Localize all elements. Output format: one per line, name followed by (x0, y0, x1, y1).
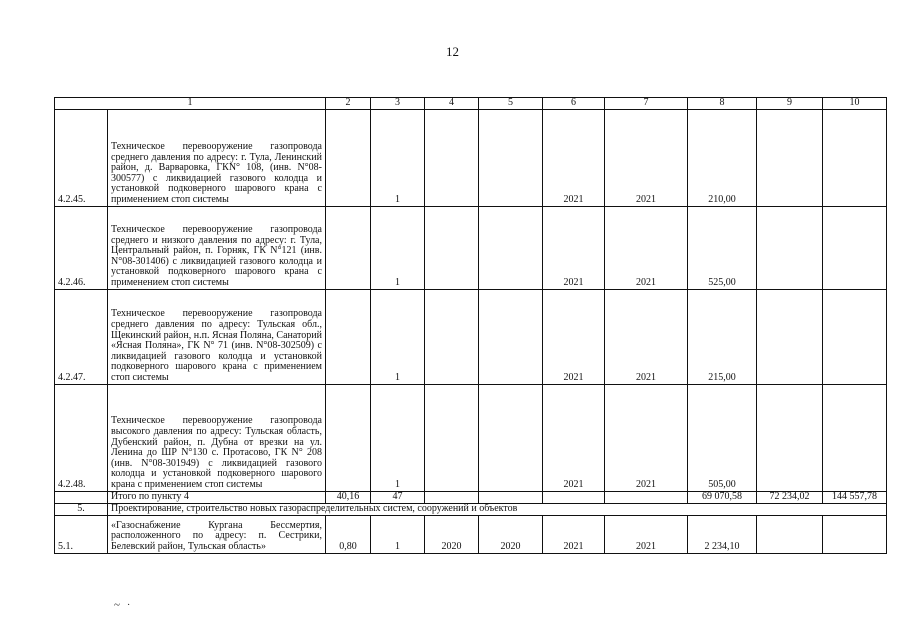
column-header-5: 5 (479, 98, 543, 110)
cell-col-8: 505,00 (688, 384, 757, 491)
table-row (55, 109, 887, 206)
column-header-6: 6 (543, 98, 605, 110)
column-header-8: 8 (688, 98, 757, 110)
item-description: Техническое перевооружение газопровода среднего и низкого давления по адресу: г. Тула, Центральный район, п. Горняк, ГК N°121 (инв. N°08-301406) с ликвидацией газового колодца и установкой подковерного шарового крана с применением стоп системы (108, 206, 326, 289)
cell-col-10 (823, 206, 887, 289)
total-col-2: 40,16 (326, 491, 371, 503)
section-title: Проектирование, строительство новых газораспределительных систем, сооружений и объектов (108, 503, 887, 515)
cell-col-10 (823, 515, 887, 553)
column-header-3: 3 (371, 98, 425, 110)
total-col-9: 72 234,02 (757, 491, 823, 503)
item-number: 4.2.46. (55, 206, 108, 289)
item-description: Техническое перевооружение газопровода среднего давления по адресу: г. Тула, Ленинский район, д. Варваровка, ГКN° 108, (инв. N°08-300577) с ликвидацией газового колодца и установкой подковерного шарового крана с применением стоп системы (108, 109, 326, 206)
cell-col-7: 2021 (605, 289, 688, 384)
table-row (55, 289, 887, 384)
column-number-row (55, 98, 887, 110)
item-description: Техническое перевооружение газопровода высокого давления по адресу: Тульская область, Дубенский район, п. Дубна от врезки на ул. Ленина до ШР N°130 с. Протасово, ГК N° 208 (инв. N°08-301949) с ликвидацией газового колодца и установкой подковерного шарового крана с применением стоп системы (108, 384, 326, 491)
cell-col-4 (425, 289, 479, 384)
column-header-1: 1 (55, 98, 326, 110)
cell-col-6: 2021 (543, 109, 605, 206)
total-col-6 (543, 491, 605, 503)
item-description: Техническое перевооружение газопровода среднего давления по адресу: Тульская обл., Щекинский район, н.п. Ясная Поляна, Санаторий «Ясная Поляна», ГК N° 71 (инв. N°08-302509) с ликвидацией газового колодца и установкой подковерного шарового крана с применением стоп системы (108, 289, 326, 384)
column-header-2: 2 (326, 98, 371, 110)
cell-col-4 (425, 109, 479, 206)
cell-col-2 (326, 289, 371, 384)
cell-col-3: 1 (371, 289, 425, 384)
total-col-3: 47 (371, 491, 425, 503)
cell-col-9 (757, 515, 823, 553)
cell-col-8: 2 234,10 (688, 515, 757, 553)
total-col-10: 144 557,78 (823, 491, 887, 503)
section-row (55, 503, 887, 515)
cell-col-6: 2021 (543, 289, 605, 384)
cell-col-6: 2021 (543, 384, 605, 491)
column-header-7: 7 (605, 98, 688, 110)
cell-col-9 (757, 109, 823, 206)
cell-col-2: 0,80 (326, 515, 371, 553)
cell-col-5 (479, 206, 543, 289)
total-col-5 (479, 491, 543, 503)
cell-col-2 (326, 109, 371, 206)
page-number: 12 (446, 44, 459, 59)
margin-mark: ~ · (114, 599, 133, 611)
cell-col-4: 2020 (425, 515, 479, 553)
cell-col-3: 1 (371, 109, 425, 206)
item-number: 5.1. (55, 515, 108, 553)
cell-col-10 (823, 109, 887, 206)
item-number: 4.2.48. (55, 384, 108, 491)
cell-col-9 (757, 289, 823, 384)
item-number: 4.2.45. (55, 109, 108, 206)
cell-col-7: 2021 (605, 515, 688, 553)
total-no-cell (55, 491, 108, 503)
cell-col-9 (757, 384, 823, 491)
cell-col-5 (479, 289, 543, 384)
column-header-9: 9 (757, 98, 823, 110)
cell-col-8: 210,00 (688, 109, 757, 206)
column-header-4: 4 (425, 98, 479, 110)
cell-col-4 (425, 206, 479, 289)
cell-col-10 (823, 289, 887, 384)
total-col-8: 69 070,58 (688, 491, 757, 503)
table-row (55, 206, 887, 289)
cell-col-7: 2021 (605, 206, 688, 289)
cell-col-3: 1 (371, 515, 425, 553)
column-header-10: 10 (823, 98, 887, 110)
cell-col-5 (479, 384, 543, 491)
cell-col-7: 2021 (605, 109, 688, 206)
cell-col-7: 2021 (605, 384, 688, 491)
total-col-4 (425, 491, 479, 503)
cell-col-3: 1 (371, 206, 425, 289)
cell-col-8: 525,00 (688, 206, 757, 289)
cell-col-3: 1 (371, 384, 425, 491)
cell-col-8: 215,00 (688, 289, 757, 384)
cell-col-5 (479, 109, 543, 206)
item-description: «Газоснабжение Кургана Бессмертия, расположенного по адресу: п. Сестрики, Белевский район, Тульская область» (108, 515, 326, 553)
cell-col-10 (823, 384, 887, 491)
cell-col-4 (425, 384, 479, 491)
table-row (55, 384, 887, 491)
cell-col-2 (326, 384, 371, 491)
cell-col-6: 2021 (543, 515, 605, 553)
item-number: 4.2.47. (55, 289, 108, 384)
total-label: Итого по пункту 4 (108, 491, 326, 503)
cell-col-5: 2020 (479, 515, 543, 553)
cell-col-6: 2021 (543, 206, 605, 289)
section-number: 5. (55, 503, 108, 515)
table-row (55, 515, 887, 553)
total-row (55, 491, 887, 503)
cell-col-9 (757, 206, 823, 289)
investment-table (54, 97, 887, 554)
cell-col-2 (326, 206, 371, 289)
total-col-7 (605, 491, 688, 503)
